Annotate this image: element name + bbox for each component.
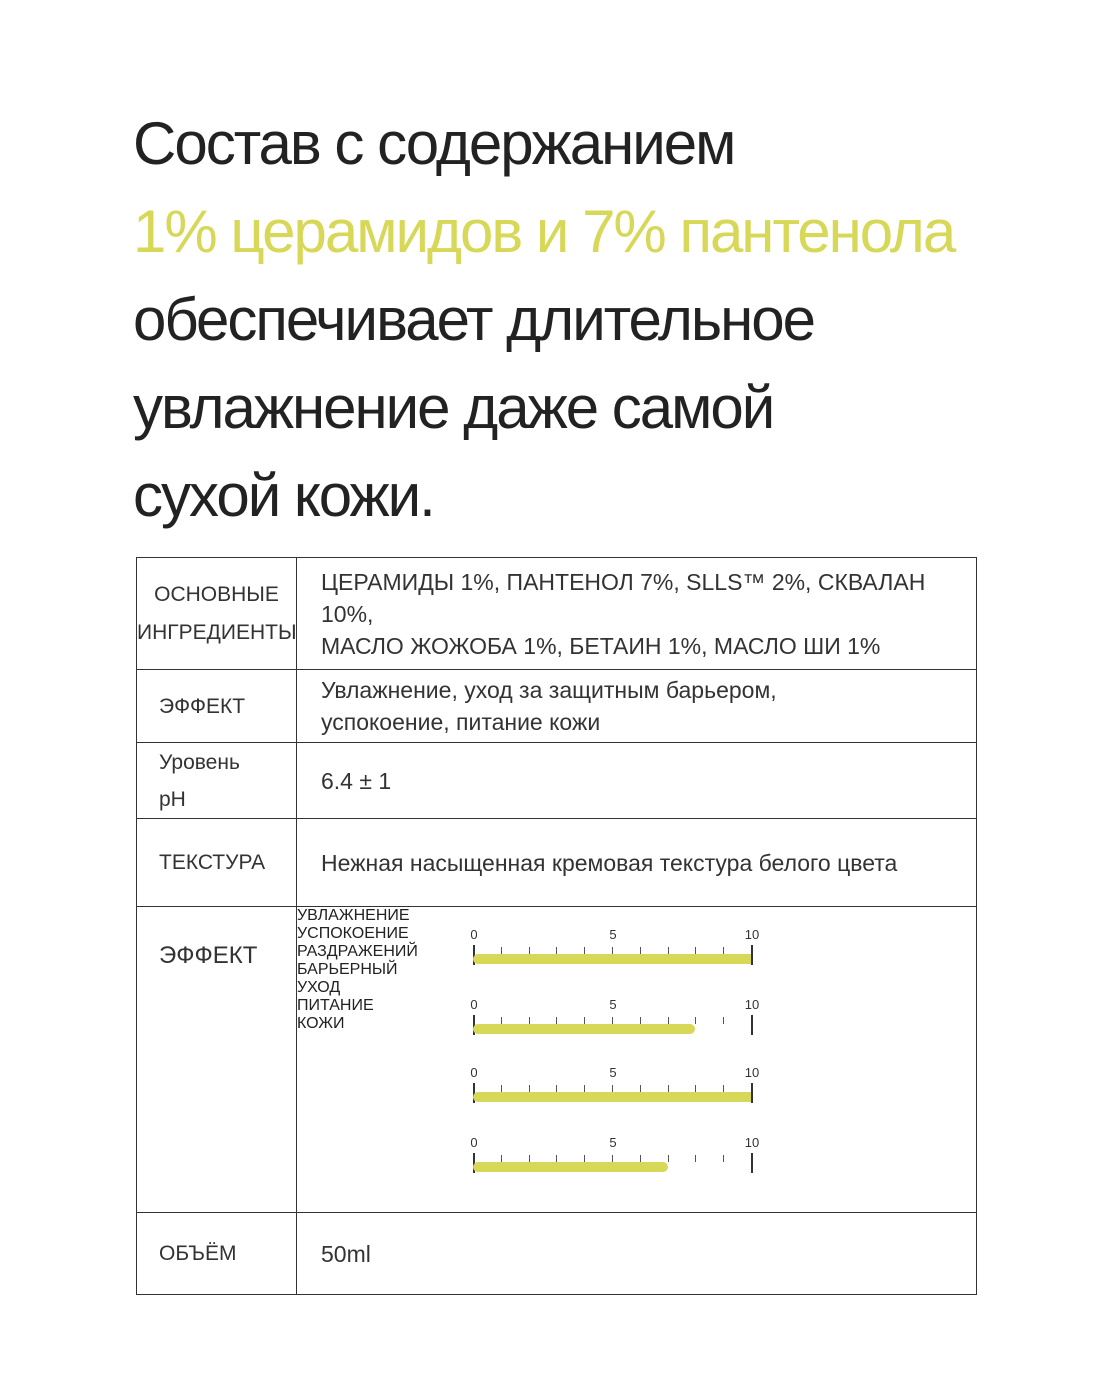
scale-tick — [584, 1155, 585, 1162]
effect-value-line-2: успокоение, питание кожи — [321, 709, 601, 735]
scale-tick-label: 10 — [744, 1065, 760, 1080]
scale-tick-label: 0 — [470, 927, 478, 942]
scale-tick — [640, 947, 641, 954]
scale-tick — [668, 947, 669, 954]
scale-tick — [529, 1017, 530, 1024]
headline-line-1: Состав с содержанием — [133, 110, 735, 177]
headline-line-4: увлажнение даже самой — [133, 374, 774, 441]
effects-label: ЭФФЕКТ — [137, 907, 297, 1213]
scale-tick — [584, 1085, 585, 1092]
scale-tick-label: 5 — [609, 927, 617, 942]
row-volume — [137, 1213, 977, 1295]
scale-tick — [668, 1155, 669, 1162]
effect-label: ЭФФЕКТ — [137, 670, 297, 743]
rating-scale — [470, 1065, 760, 1115]
row-effect — [137, 670, 977, 743]
scale-endcap — [751, 1015, 753, 1035]
scale-tick — [529, 1155, 530, 1162]
ingredients-label-line-1: ОСНОВНЫЕ — [154, 582, 279, 606]
texture-value: Нежная насыщенная кремовая текстура белого цвета — [297, 819, 977, 907]
scale-tick — [612, 1085, 613, 1092]
scale-tick — [640, 1085, 641, 1092]
headline-line-2-accent: 1% церамидов и 7% пантенола — [133, 198, 955, 265]
ph-value: 6.4 ± 1 — [297, 743, 977, 819]
ph-label-line-1: Уровень — [159, 750, 240, 774]
scale-tick-label: 0 — [470, 997, 478, 1012]
effect-metric-label: УХОД — [297, 979, 341, 996]
effect-value-line-1: Увлажнение, уход за защитным барьером, — [321, 677, 777, 703]
scale-tick — [556, 947, 557, 954]
scale-tick — [556, 1155, 557, 1162]
scale-tick — [501, 947, 502, 954]
headline-line-3: обеспечивает длительное — [133, 286, 815, 353]
scale-tick — [695, 1085, 696, 1092]
effect-metric-label: ПИТАНИЕ — [297, 997, 374, 1014]
row-texture — [137, 819, 977, 907]
rating-scale — [470, 927, 760, 977]
scale-tick — [695, 1155, 696, 1162]
ingredients-label — [137, 558, 297, 670]
row-effects-chart — [137, 907, 977, 1213]
ingredients-value-line-1: ЦЕРАМИДЫ 1%, ПАНТЕНОЛ 7%, SLLS™ 2%, СКВАЛАН 10%, — [321, 568, 926, 627]
texture-label: ТЕКСТУРА — [137, 819, 297, 907]
effect-metric-label: УВЛАЖНЕНИЕ — [297, 907, 410, 924]
ingredients-value — [297, 558, 977, 670]
effects-chart-cell — [297, 907, 977, 1213]
scale-tick-label: 10 — [744, 927, 760, 942]
effect-value — [297, 670, 977, 743]
row-ph — [137, 743, 977, 819]
volume-value: 50ml — [297, 1213, 977, 1295]
headline-line-5: сухой кожи. — [133, 462, 434, 529]
scale-tick — [612, 1017, 613, 1024]
scale-endcap — [751, 1083, 753, 1103]
rating-bar — [473, 954, 751, 964]
scale-tick — [640, 1155, 641, 1162]
effects-chart — [297, 907, 976, 1212]
headline — [133, 100, 954, 540]
scale-tick — [723, 1017, 724, 1024]
ingredients-label-line-2: ИНГРЕДИЕНТЫ — [137, 620, 297, 644]
scale-tick — [695, 1017, 696, 1024]
scale-tick — [723, 1085, 724, 1092]
scale-endcap — [751, 945, 753, 965]
scale-tick — [695, 947, 696, 954]
rating-bar — [473, 1092, 751, 1102]
scale-tick-label: 10 — [744, 1135, 760, 1150]
effect-metric-label: РАЗДРАЖЕНИЙ — [297, 943, 418, 960]
scale-endcap — [751, 1153, 753, 1173]
effect-metric-label: БАРЬЕРНЫЙ — [297, 961, 398, 978]
ph-label-line-2: pH — [159, 787, 186, 811]
scale-tick-label: 10 — [744, 997, 760, 1012]
scale-tick — [723, 947, 724, 954]
ph-label — [137, 743, 297, 819]
spec-table — [136, 557, 977, 1295]
scale-tick — [584, 947, 585, 954]
scale-tick — [584, 1017, 585, 1024]
scale-tick — [723, 1155, 724, 1162]
scale-tick — [501, 1085, 502, 1092]
rating-bar — [473, 1024, 695, 1034]
scale-tick-label: 5 — [609, 1065, 617, 1080]
scale-tick — [668, 1085, 669, 1092]
volume-label: ОБЪЁМ — [137, 1213, 297, 1295]
scale-tick — [556, 1085, 557, 1092]
scale-tick — [501, 1017, 502, 1024]
scale-tick — [529, 1085, 530, 1092]
scale-tick-label: 5 — [609, 997, 617, 1012]
rating-scale — [470, 1135, 760, 1185]
scale-tick — [529, 947, 530, 954]
rating-scale — [470, 997, 760, 1047]
effect-metric-label: УСПОКОЕНИЕ — [297, 925, 409, 942]
rating-bar — [473, 1162, 668, 1172]
row-ingredients — [137, 558, 977, 670]
ingredients-value-line-2: МАСЛО ЖОЖОБА 1%, БЕТАИН 1%, МАСЛО ШИ 1% — [321, 632, 881, 659]
scale-tick-label: 0 — [470, 1065, 478, 1080]
scale-tick-label: 5 — [609, 1135, 617, 1150]
scale-tick-label: 0 — [470, 1135, 478, 1150]
scale-tick — [668, 1017, 669, 1024]
scale-tick — [612, 947, 613, 954]
scale-tick — [612, 1155, 613, 1162]
scale-tick — [501, 1155, 502, 1162]
effect-metric-label: КОЖИ — [297, 1015, 345, 1032]
scale-tick — [556, 1017, 557, 1024]
scale-tick — [640, 1017, 641, 1024]
